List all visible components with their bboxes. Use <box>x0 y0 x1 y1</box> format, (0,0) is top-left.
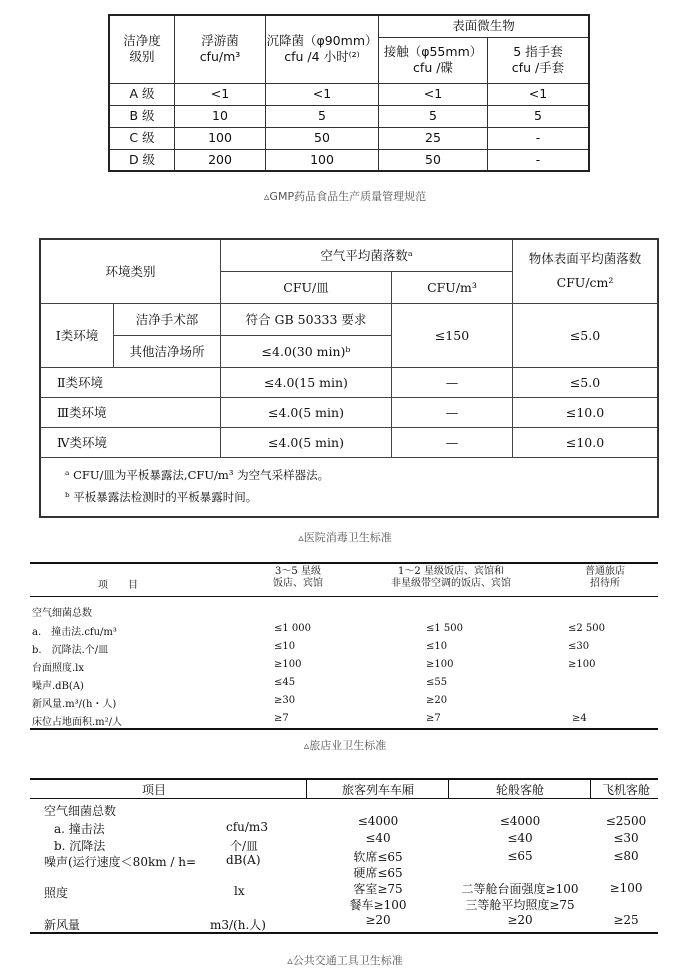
row-total: 空气细菌总数 <box>44 804 117 818</box>
header-cfu-m3: CFU/m³ <box>392 271 513 303</box>
cell: 100 <box>266 149 379 171</box>
cell: ≤10 <box>274 641 296 652</box>
cell: 50 <box>266 127 379 149</box>
header-item: 项目 <box>142 783 167 797</box>
cell: — <box>392 397 513 427</box>
cell: ≥7 <box>426 713 441 724</box>
cell: ≤10 <box>426 641 448 652</box>
class1-sub2: 其他洁净场所 <box>114 335 221 367</box>
row-b: b. 沉降法 <box>54 839 106 853</box>
row-noise: 噪声(运行速度＜80km / h= <box>44 855 197 869</box>
header-rule <box>30 596 658 597</box>
bottom-rule <box>30 932 658 934</box>
header-star35: 3～5 星级 饭店、宾馆 <box>273 566 323 589</box>
row-label: a. 撞击法.cfu/m³ <box>32 627 117 638</box>
header-air: 空气平均菌落数ᵃ <box>221 239 513 271</box>
cell: ≥100 <box>568 659 596 670</box>
table-row <box>40 367 658 397</box>
note-a: ᵃ CFU/皿为平板暴露法,CFU/m³ 为空气采样器法。 <box>65 467 330 482</box>
cell: — <box>392 367 513 397</box>
cell: ≥30 <box>274 695 296 706</box>
row-label: b. 沉降法.个/皿 <box>32 645 109 656</box>
cell: D 级 <box>109 149 175 171</box>
cell: ≤1 000 <box>274 623 312 634</box>
row-b-unit: 个/皿 <box>230 839 259 853</box>
cell: 100 <box>175 127 266 149</box>
class1-label: Ⅰ类环境 <box>40 303 114 367</box>
cell: - <box>488 149 590 171</box>
cell: ≥100 <box>426 659 454 670</box>
row-label: 空气细菌总数 <box>32 608 92 619</box>
header-cfu-dish: CFU/皿 <box>221 271 392 303</box>
cell: — <box>392 427 513 457</box>
top-rule <box>30 562 658 564</box>
row-noise-unit: dB(A) <box>226 853 261 867</box>
notes-row <box>40 457 658 517</box>
class1-surface: ≤5.0 <box>513 303 659 367</box>
cell: 25 <box>379 127 488 149</box>
class1-sub1-dish: 符合 GB 50333 要求 <box>221 303 392 335</box>
cell: ≤4000 <box>499 814 541 828</box>
row-air: 新风量 <box>44 918 81 932</box>
header-rule <box>30 798 658 799</box>
cell: C 级 <box>109 127 175 149</box>
col-divider <box>448 778 449 798</box>
header-plane: 飞机客舱 <box>601 783 650 797</box>
cell: 软席≤65 硬席≤65 <box>353 850 403 880</box>
footnotes <box>40 457 658 517</box>
table-row <box>109 149 589 171</box>
header-surface: 表面微生物 <box>379 15 590 37</box>
cell: ≤4.0(5 min) <box>221 397 392 427</box>
cell: ≤30 <box>613 831 639 845</box>
cell: ≤1 500 <box>426 623 464 634</box>
cell: ≥100 <box>609 881 643 895</box>
table-row <box>109 83 589 105</box>
row-light-unit: lx <box>234 884 245 898</box>
cell: ≤30 <box>568 641 590 652</box>
caption-hospital: ▵医院消毒卫生标准 <box>298 531 392 544</box>
cell: ≤55 <box>426 677 448 688</box>
row-light: 照度 <box>44 886 69 900</box>
cell: 5 <box>488 105 590 127</box>
caption-gmp: ▵GMP药品食品生产质量管理规范 <box>263 190 427 203</box>
cell: ≤10.0 <box>513 397 659 427</box>
cell: B 级 <box>109 105 175 127</box>
header-contact: 接触（φ55mm） cfu /碟 <box>379 37 488 83</box>
cell: 10 <box>175 105 266 127</box>
row-a-unit: cfu/m3 <box>226 820 268 834</box>
table-row <box>40 303 658 335</box>
cell: <1 <box>266 83 379 105</box>
cell: ≤2500 <box>605 814 647 828</box>
cell: ≥20 <box>507 913 533 927</box>
cell: 200 <box>175 149 266 171</box>
cell: 客室≥75 餐车≥100 <box>349 882 407 912</box>
cell: ≤45 <box>274 677 296 688</box>
cell: Ⅲ类环境 <box>40 397 221 427</box>
cell: ≤4000 <box>357 814 399 828</box>
cell: ≤4.0(15 min) <box>221 367 392 397</box>
gmp-table <box>108 14 590 172</box>
col-divider <box>306 778 307 798</box>
row-a: a. 撞击法 <box>54 822 105 836</box>
cell: ≥20 <box>365 913 391 927</box>
header-star12: 1～2 星级饭店、宾馆和 非星级带空调的饭店、宾馆 <box>391 566 511 589</box>
header-ship: 轮般客舱 <box>495 783 544 797</box>
bottom-rule <box>30 728 658 730</box>
header-item: 项 目 <box>98 580 138 591</box>
row-air-unit: m3/(h.人) <box>210 918 266 932</box>
cell: ≤65 <box>507 849 533 863</box>
cell: ≤4.0(5 min) <box>221 427 392 457</box>
class1-sub1: 洁净手术部 <box>114 303 221 335</box>
cell: Ⅳ类环境 <box>40 427 221 457</box>
cell: <1 <box>488 83 590 105</box>
cell: 5 <box>379 105 488 127</box>
header-float: 浮游菌 cfu/m³ <box>175 15 266 83</box>
cell: ≥100 <box>274 659 302 670</box>
cell: 50 <box>379 149 488 171</box>
cell: ≤40 <box>507 831 533 845</box>
cell: ≤2 500 <box>568 623 606 634</box>
cell: ≥4 <box>572 713 587 724</box>
header-env: 环境类别 <box>40 239 221 303</box>
header-grade: 洁净度 级别 <box>109 15 175 83</box>
row-label: 床位占地面积.m²/人 <box>32 717 123 728</box>
table-row <box>40 427 658 457</box>
cell: ≤40 <box>365 831 391 845</box>
header-glove: 5 指手套 cfu /手套 <box>488 37 590 83</box>
row-label: 台面照度.lx <box>32 663 85 674</box>
cell: ≤10.0 <box>513 427 659 457</box>
note-b: ᵇ 平板暴露法检测时的平板暴露时间。 <box>65 489 258 504</box>
cell: ≥25 <box>613 913 639 927</box>
cell: 5 <box>266 105 379 127</box>
header-train: 旅客列车车厢 <box>341 783 414 797</box>
class1-m3: ≤150 <box>392 303 513 367</box>
caption-transport: ▵公共交通工具卫生标准 <box>287 954 403 967</box>
cell: 二等舱台面强度≥100 三等舱平均照度≥75 <box>461 882 579 912</box>
row-label: 噪声.dB(A) <box>32 681 84 692</box>
cell: <1 <box>379 83 488 105</box>
row-label: 新风量.m³/(h・人) <box>32 699 117 710</box>
caption-hotel: ▵旅店业卫生标准 <box>303 739 387 752</box>
header-settle: 沉降菌（φ90mm） cfu /4 小时⁽²⁾ <box>266 15 379 83</box>
class1-sub2-dish: ≤4.0(30 min)ᵇ <box>221 335 392 367</box>
cell: Ⅱ类环境 <box>40 367 221 397</box>
cell: ≥20 <box>426 695 448 706</box>
cell: ≤5.0 <box>513 367 659 397</box>
cell: <1 <box>175 83 266 105</box>
cell: ≤80 <box>613 849 639 863</box>
hospital-table <box>39 238 659 518</box>
cell: - <box>488 127 590 149</box>
top-rule <box>30 778 658 780</box>
table-row <box>40 397 658 427</box>
header-surface-count: 物体表面平均菌落数 CFU/cm² <box>513 239 659 303</box>
header-inn: 普通旅店 招待所 <box>585 566 625 589</box>
cell: A 级 <box>109 83 175 105</box>
table-row <box>109 105 589 127</box>
cell: ≥7 <box>274 713 289 724</box>
table-row <box>109 127 589 149</box>
col-divider <box>590 778 591 798</box>
